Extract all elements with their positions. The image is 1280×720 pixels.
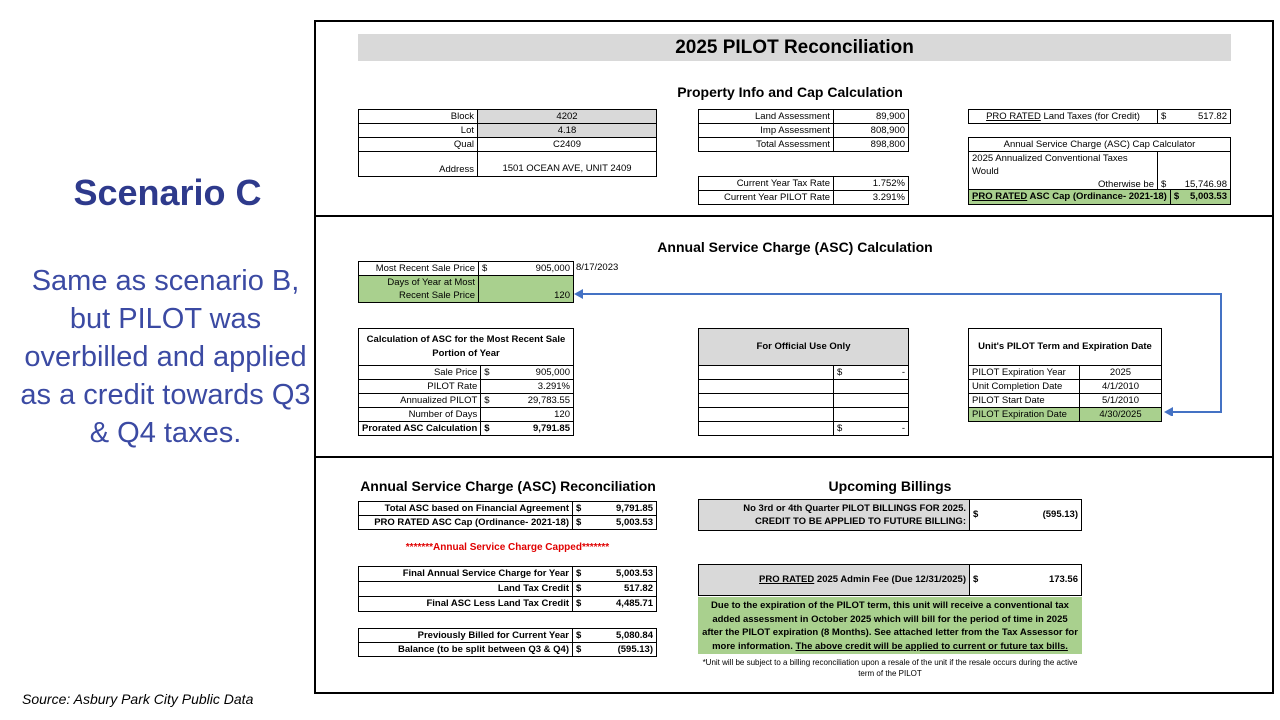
connector-arrow — [570, 286, 1230, 416]
total-assessment-value: 898,800 — [834, 138, 909, 152]
final-less-credit-label: Final ASC Less Land Tax Credit — [359, 597, 573, 612]
table-row — [699, 110, 909, 124]
land-credit-label: Land Taxes (for Credit) — [1040, 110, 1140, 122]
table-row — [699, 124, 909, 138]
section-divider — [314, 456, 1274, 458]
table-row — [699, 565, 1082, 596]
table-row — [359, 502, 657, 516]
pro-rated-label: PRO RATED — [759, 574, 815, 585]
admin-fee-label: 2025 Admin Fee (Due 12/31/2025) — [814, 574, 966, 585]
total-asc-value: 9,791.85 — [587, 502, 657, 516]
section-divider — [314, 215, 1274, 217]
sale-price-value: 905,000 — [495, 366, 573, 380]
no-billing-table — [698, 499, 1082, 531]
currency: $ — [573, 629, 588, 643]
currency: $ — [573, 502, 588, 516]
previously-billed-value: 5,080.84 — [587, 629, 657, 643]
table-row — [699, 138, 909, 152]
notice-text: Due to the expiration of the PILOT term, this unit will receive a conventional tax added assessment in October 2025 which will bill for the period of time in 2025 after the PILOT expiration (8 Months). See attached letter from the Tax Assessor for more information. — [702, 600, 1078, 652]
asc-section-title: Annual Service Charge (ASC) Calculation — [657, 239, 933, 255]
cap-calculator-title: Annual Service Charge (ASC) Cap Calculator — [969, 138, 1231, 152]
currency: $ — [573, 567, 588, 582]
table-row — [969, 110, 1231, 124]
currency: $ — [834, 422, 849, 436]
assessment-table — [698, 109, 909, 152]
official-use-header: For Official Use Only — [699, 329, 909, 366]
pro-rated-label: PRO RATED — [986, 110, 1041, 122]
table-row — [359, 643, 657, 657]
qual-label: Qual — [359, 138, 478, 152]
recon-table-1 — [358, 501, 657, 530]
rates-table — [698, 176, 909, 205]
report-title: 2025 PILOT Reconciliation — [358, 34, 1231, 61]
currency: $ — [970, 565, 985, 596]
table-row — [699, 191, 909, 205]
table-row — [359, 629, 657, 643]
sale-price-value: 905,000 — [493, 262, 574, 276]
address-label: Address — [359, 152, 478, 177]
table-row — [359, 110, 657, 124]
expiration-notice — [698, 597, 1082, 654]
table-row — [359, 366, 574, 380]
balance-value: (595.13) — [587, 643, 657, 657]
sale-price-currency: $ — [479, 262, 494, 276]
land-credit-table — [968, 109, 1231, 124]
table-row — [359, 597, 657, 612]
days-value: 120 — [479, 276, 574, 303]
number-of-days-value: 120 — [495, 408, 573, 422]
expiration-year-label: PILOT Expiration Year — [969, 366, 1080, 380]
table-row — [359, 516, 657, 530]
table-row — [359, 276, 574, 303]
imp-assessment-value: 808,900 — [834, 124, 909, 138]
currency: $ — [970, 500, 985, 531]
prorated-asc-label: Prorated ASC Calculation — [359, 422, 481, 436]
land-assessment-value: 89,900 — [834, 110, 909, 124]
sale-date: 8/17/2023 — [576, 262, 619, 273]
asc-cap-label: PRO RATED ASC Cap (Ordinance- 2021-18) — [359, 516, 573, 530]
sale-table — [358, 261, 574, 303]
currency: $ — [834, 366, 849, 380]
capped-note: *******Annual Service Charge Capped******* — [405, 542, 610, 553]
table-row — [359, 422, 574, 436]
asc-cap-value: 5,003.53 — [1187, 190, 1231, 205]
table-row — [359, 124, 657, 138]
currency: $ — [481, 366, 496, 380]
billing-section-title: Upcoming Billings — [828, 478, 952, 494]
no-billing-line-1: No 3rd or 4th Quarter PILOT BILLINGS FOR 2025. — [743, 503, 966, 514]
notice-underlined: The above credit will be applied to current or future tax bills. — [795, 640, 1068, 652]
official-value: - — [848, 366, 909, 380]
previously-billed-label: Previously Billed for Current Year — [359, 629, 573, 643]
source-note: Source: Asbury Park City Public Data — [22, 691, 254, 707]
pilot-rate-value: 3.291% — [495, 380, 573, 394]
asc-cap-result — [968, 189, 1231, 205]
lot-value: 4.18 — [478, 124, 657, 138]
land-credit-value: 517.82 — [1174, 110, 1231, 124]
asc-cap-currency: $ — [1170, 190, 1187, 205]
table-row — [699, 177, 909, 191]
table-row — [359, 138, 657, 152]
days-label-1: Days of Year at Most — [387, 277, 475, 288]
table-row — [699, 422, 909, 436]
table-row — [359, 582, 657, 597]
asc-calc-table — [358, 328, 574, 436]
table-row — [359, 152, 657, 177]
currency: $ — [573, 582, 588, 597]
asc-cap-calculator — [968, 137, 1231, 192]
block-value: 4202 — [478, 110, 657, 124]
annualized-label-1: 2025 Annualized Conventional Taxes Would — [972, 153, 1128, 177]
currency: $ — [481, 394, 496, 408]
admin-fee-value: 173.56 — [984, 565, 1082, 596]
tax-rate-value: 1.752% — [834, 177, 909, 191]
currency — [481, 408, 496, 422]
recon-table-2 — [358, 566, 657, 612]
days-label-2: Recent Sale Price — [398, 290, 475, 301]
annualized-label-2: Otherwise be — [1098, 179, 1154, 190]
pro-rated-label: PRO RATED — [972, 191, 1028, 202]
imp-assessment-label: Imp Assessment — [699, 124, 834, 138]
no-billing-line-2: CREDIT TO BE APPLIED TO FUTURE BILLING: — [755, 516, 966, 527]
table-row — [359, 408, 574, 422]
currency: $ — [573, 516, 588, 530]
sale-price-label: Sale Price — [359, 366, 481, 380]
property-section-title: Property Info and Cap Calculation — [677, 84, 903, 100]
final-less-credit-value: 4,485.71 — [587, 597, 657, 612]
asc-cap-label: ASC Cap (Ordinance- 2021-18) — [1027, 191, 1167, 202]
start-date-value: 5/1/2010 — [1080, 394, 1162, 408]
address-value: 1501 OCEAN AVE, UNIT 2409 — [478, 152, 657, 177]
completion-date-label: Unit Completion Date — [969, 380, 1080, 394]
final-asc-value: 5,003.53 — [587, 567, 657, 582]
asc-cap-value: 5,003.53 — [587, 516, 657, 530]
number-of-days-label: Number of Days — [359, 408, 481, 422]
scenario-title: Scenario C — [73, 172, 262, 213]
currency: $ — [481, 422, 496, 436]
table-row — [359, 567, 657, 582]
total-asc-label: Total ASC based on Financial Agreement — [359, 502, 573, 516]
currency: $ — [573, 643, 588, 657]
table-row — [969, 152, 1231, 192]
balance-label: Balance (to be split between Q3 & Q4) — [359, 643, 573, 657]
land-credit-currency: $ — [1158, 110, 1175, 124]
table-row — [359, 262, 574, 276]
annualized-value: 15,746.98 — [1174, 152, 1231, 192]
land-assessment-label: Land Assessment — [699, 110, 834, 124]
recon-section-title: Annual Service Charge (ASC) Reconciliation — [360, 478, 656, 494]
expiration-date-value: 4/30/2025 — [1080, 408, 1162, 422]
official-value: - — [848, 422, 909, 436]
annualized-currency: $ — [1158, 152, 1175, 192]
property-info-table — [358, 109, 657, 177]
admin-fee-table — [698, 564, 1082, 596]
footnote: *Unit will be subject to a billing reconciliation upon a resale of the unit if the resale occurs during the active term of the PILOT — [702, 658, 1078, 678]
expiration-date-label: PILOT Expiration Date — [969, 408, 1080, 422]
table-row — [359, 329, 574, 366]
lot-label: Lot — [359, 124, 478, 138]
table-row — [969, 138, 1231, 152]
table-row — [699, 500, 1082, 531]
sale-price-label: Most Recent Sale Price — [359, 262, 479, 276]
annualized-pilot-value: 29,783.55 — [495, 394, 573, 408]
table-row — [359, 380, 574, 394]
land-tax-credit-value: 517.82 — [587, 582, 657, 597]
currency — [481, 380, 496, 394]
total-assessment-label: Total Assessment — [699, 138, 834, 152]
credit-value: (595.13) — [984, 500, 1082, 531]
table-row — [359, 394, 574, 408]
expiration-year-value: 2025 — [1080, 366, 1162, 380]
prorated-asc-value: 9,791.85 — [495, 422, 573, 436]
recon-table-3 — [358, 628, 657, 657]
pilot-rate-label: Current Year PILOT Rate — [699, 191, 834, 205]
land-tax-credit-label: Land Tax Credit — [359, 582, 573, 597]
final-asc-label: Final Annual Service Charge for Year — [359, 567, 573, 582]
table-row — [969, 190, 1231, 205]
asc-calc-header: Calculation of ASC for the Most Recent Sale Portion of Year — [359, 329, 574, 366]
pilot-rate-label: PILOT Rate — [359, 380, 481, 394]
qual-value: C2409 — [478, 138, 657, 152]
scenario-description: Same as scenario B, but PILOT was overbilled and applied as a credit towards Q3 & Q4 taxes. — [20, 265, 311, 449]
annualized-pilot-label: Annualized PILOT — [359, 394, 481, 408]
pilot-term-header: Unit's PILOT Term and Expiration Date — [969, 329, 1162, 366]
block-label: Block — [359, 110, 478, 124]
completion-date-value: 4/1/2010 — [1080, 380, 1162, 394]
tax-rate-label: Current Year Tax Rate — [699, 177, 834, 191]
pilot-rate-value: 3.291% — [834, 191, 909, 205]
currency: $ — [573, 597, 588, 612]
start-date-label: PILOT Start Date — [969, 394, 1080, 408]
